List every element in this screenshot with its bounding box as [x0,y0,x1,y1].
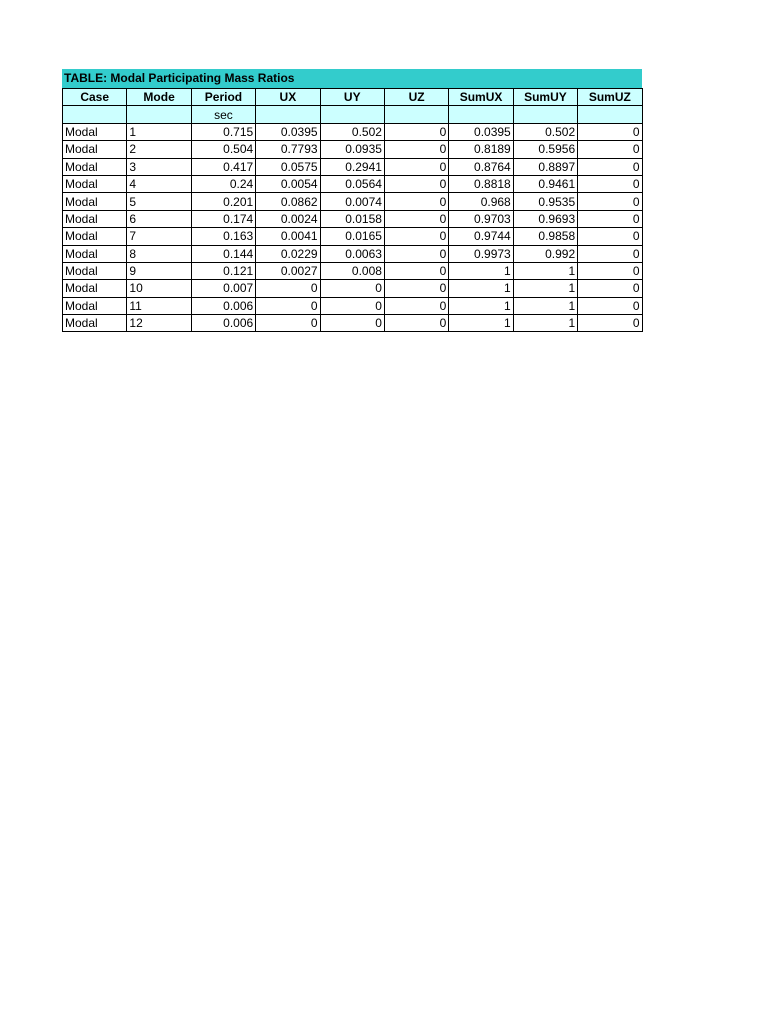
table-title: TABLE: Modal Participating Mass Ratios [62,69,642,88]
cell-uy[interactable]: 0.0165 [320,228,384,245]
cell-sumuz[interactable]: 0 [578,262,642,279]
table-row [63,262,643,279]
cell-case[interactable]: Modal [63,262,127,279]
cell-ux[interactable]: 0.0575 [256,158,320,175]
cell-sumuz[interactable]: 0 [578,175,642,192]
cell-sumuz[interactable]: 0 [578,158,642,175]
table-row [63,141,643,158]
cell-sumuy[interactable]: 1 [513,280,577,297]
modal-mass-ratio-table [62,88,643,332]
cell-sumuy[interactable]: 0.9693 [513,210,577,227]
cell-uz[interactable]: 0 [384,210,448,227]
cell-uz[interactable]: 0 [384,315,448,332]
cell-uy[interactable]: 0 [320,315,384,332]
unit-cell-uz[interactable] [384,106,448,123]
cell-sumuz[interactable]: 0 [578,141,642,158]
cell-case[interactable]: Modal [63,141,127,158]
cell-sumux[interactable]: 1 [449,280,513,297]
cell-ux[interactable]: 0 [256,297,320,314]
cell-case[interactable]: Modal [63,297,127,314]
cell-sumux[interactable]: 0.0395 [449,123,513,140]
cell-period[interactable]: 0.006 [191,315,255,332]
table-row [63,297,643,314]
cell-sumuz[interactable]: 0 [578,297,642,314]
cell-sumuy[interactable]: 0.5956 [513,141,577,158]
cell-uz[interactable]: 0 [384,245,448,262]
cell-sumuz[interactable]: 0 [578,123,642,140]
unit-cell-sumux[interactable] [449,106,513,123]
cell-uz[interactable]: 0 [384,280,448,297]
cell-case[interactable]: Modal [63,280,127,297]
cell-case[interactable]: Modal [63,158,127,175]
unit-cell-uy[interactable] [320,106,384,123]
cell-sumuy[interactable]: 0.992 [513,245,577,262]
cell-sumuz[interactable]: 0 [578,228,642,245]
column-header-period[interactable]: Period [191,89,255,106]
unit-cell-sumuy[interactable] [513,106,577,123]
cell-mode[interactable]: 7 [127,228,191,245]
unit-cell-sumuz[interactable] [578,106,642,123]
cell-ux[interactable]: 0.0229 [256,245,320,262]
cell-ux[interactable]: 0.0041 [256,228,320,245]
cell-uz[interactable]: 0 [384,228,448,245]
column-header-sumuy[interactable]: SumUY [513,89,577,106]
cell-ux[interactable]: 0.0862 [256,193,320,210]
cell-ux[interactable]: 0.0395 [256,123,320,140]
cell-sumuz[interactable]: 0 [578,193,642,210]
cell-sumux[interactable]: 0.968 [449,193,513,210]
cell-period[interactable]: 0.121 [191,262,255,279]
cell-uy[interactable]: 0.502 [320,123,384,140]
table-row [63,175,643,192]
cell-uz[interactable]: 0 [384,175,448,192]
cell-mode[interactable]: 12 [127,315,191,332]
cell-uy[interactable]: 0.0158 [320,210,384,227]
cell-uy[interactable]: 0.2941 [320,158,384,175]
table-row [63,193,643,210]
column-header-sumux[interactable]: SumUX [449,89,513,106]
cell-mode[interactable]: 2 [127,141,191,158]
cell-uy[interactable]: 0.008 [320,262,384,279]
cell-sumuz[interactable]: 0 [578,210,642,227]
column-header-sumuz[interactable]: SumUZ [578,89,642,106]
table-row [63,123,643,140]
modal-mass-ratio-sheet [62,69,642,332]
cell-ux[interactable]: 0.0024 [256,210,320,227]
cell-period[interactable]: 0.007 [191,280,255,297]
units-row [63,106,643,123]
cell-sumuz[interactable]: 0 [578,245,642,262]
cell-period[interactable]: 0.504 [191,141,255,158]
table-row [63,315,643,332]
cell-period[interactable]: 0.417 [191,158,255,175]
cell-mode[interactable]: 4 [127,175,191,192]
cell-case[interactable]: Modal [63,193,127,210]
unit-cell-case[interactable] [63,106,127,123]
cell-ux[interactable]: 0 [256,280,320,297]
column-header-uz[interactable]: UZ [384,89,448,106]
cell-uz[interactable]: 0 [384,158,448,175]
cell-sumuy[interactable]: 1 [513,262,577,279]
cell-mode[interactable]: 1 [127,123,191,140]
table-row [63,228,643,245]
cell-ux[interactable]: 0.0027 [256,262,320,279]
table-row [63,280,643,297]
unit-cell-ux[interactable] [256,106,320,123]
cell-ux[interactable]: 0.7793 [256,141,320,158]
cell-mode[interactable]: 8 [127,245,191,262]
cell-uz[interactable]: 0 [384,141,448,158]
cell-case[interactable]: Modal [63,123,127,140]
cell-ux[interactable]: 0.0054 [256,175,320,192]
cell-mode[interactable]: 9 [127,262,191,279]
cell-uz[interactable]: 0 [384,297,448,314]
cell-uy[interactable]: 0.0063 [320,245,384,262]
header-row [63,89,643,106]
cell-uy[interactable]: 0.0935 [320,141,384,158]
cell-sumuy[interactable]: 0.9461 [513,175,577,192]
cell-case[interactable]: Modal [63,210,127,227]
table-body [63,123,643,332]
cell-ux[interactable]: 0 [256,315,320,332]
cell-sumux[interactable]: 1 [449,262,513,279]
cell-case[interactable]: Modal [63,175,127,192]
cell-sumux[interactable]: 0.9973 [449,245,513,262]
cell-period[interactable]: 0.715 [191,123,255,140]
cell-uz[interactable]: 0 [384,262,448,279]
cell-case[interactable]: Modal [63,315,127,332]
cell-mode[interactable]: 5 [127,193,191,210]
cell-mode[interactable]: 3 [127,158,191,175]
table-row [63,158,643,175]
cell-period[interactable]: 0.174 [191,210,255,227]
cell-mode[interactable]: 11 [127,297,191,314]
cell-uy[interactable]: 0 [320,297,384,314]
cell-period[interactable]: 0.163 [191,228,255,245]
cell-sumux[interactable]: 0.9744 [449,228,513,245]
cell-sumux[interactable]: 0.9703 [449,210,513,227]
cell-sumuy[interactable]: 0.502 [513,123,577,140]
cell-sumux[interactable]: 0.8764 [449,158,513,175]
cell-uy[interactable]: 0 [320,280,384,297]
cell-uy[interactable]: 0.0564 [320,175,384,192]
table-row [63,210,643,227]
cell-sumuy[interactable]: 0.9858 [513,228,577,245]
cell-sumuy[interactable]: 1 [513,315,577,332]
column-header-mode[interactable]: Mode [127,89,191,106]
table-row [63,245,643,262]
cell-uz[interactable]: 0 [384,193,448,210]
cell-sumux[interactable]: 1 [449,315,513,332]
cell-period[interactable]: 0.144 [191,245,255,262]
cell-sumux[interactable]: 1 [449,297,513,314]
cell-sumuy[interactable]: 0.8897 [513,158,577,175]
cell-sumuy[interactable]: 1 [513,297,577,314]
cell-uy[interactable]: 0.0074 [320,193,384,210]
column-header-ux[interactable]: UX [256,89,320,106]
cell-period[interactable]: 0.24 [191,175,255,192]
cell-period[interactable]: 0.006 [191,297,255,314]
cell-sumuz[interactable]: 0 [578,280,642,297]
column-header-case[interactable]: Case [63,89,127,106]
cell-sumux[interactable]: 0.8818 [449,175,513,192]
cell-mode[interactable]: 6 [127,210,191,227]
cell-sumux[interactable]: 0.8189 [449,141,513,158]
cell-period[interactable]: 0.201 [191,193,255,210]
cell-sumuy[interactable]: 0.9535 [513,193,577,210]
unit-cell-mode[interactable] [127,106,191,123]
cell-sumuz[interactable]: 0 [578,315,642,332]
cell-uz[interactable]: 0 [384,123,448,140]
column-header-uy[interactable]: UY [320,89,384,106]
cell-case[interactable]: Modal [63,245,127,262]
unit-cell-period[interactable]: sec [191,106,255,123]
cell-mode[interactable]: 10 [127,280,191,297]
cell-case[interactable]: Modal [63,228,127,245]
